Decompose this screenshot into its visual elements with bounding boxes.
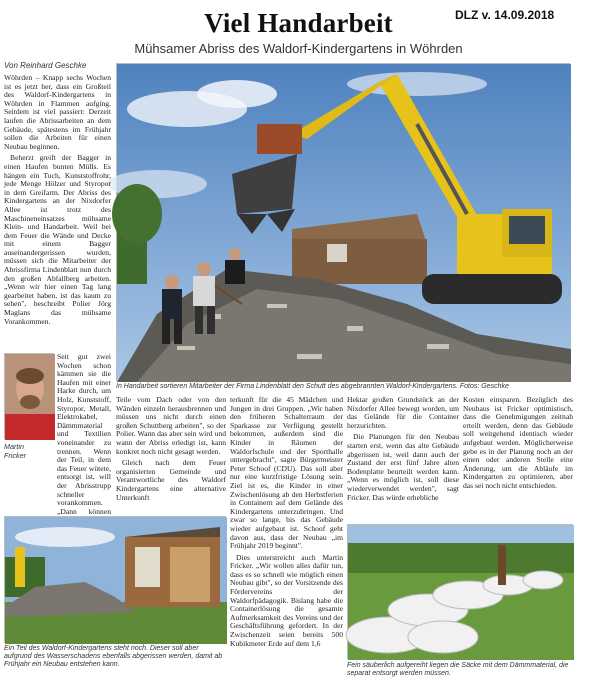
article-paragraph: Die Planungen für den Neubau starten erst, wenn das alte Gebäude abgerissen ist, weil dann auch der Zustand der erst fünf Jahre alten Bodenplatte beurteilt werden kann. „Wenn es möglich ist, soll diese wiederverwendet werden", sagt Fricker. Das würde erhebliche xyxy=(347,432,459,502)
article-paragraph: terkunft für die 45 Mädchen und Jungen in drei Gruppen. „Wir haben den früheren Schalterraum der Sparkasse zur Verfügung gestellt bekommen, außerdem sind die Kinder in Räumen der Waldorfschule und der Sporthalle untergebracht", sagte Bürgermeister Peter Schoof (CDU). Das soll aber nur eine kurzfristige Lösung sein. Ziel ist es, die Kinder in einer Zwischenlösung ab den Herbstferien in Containern auf dem Gelände des Kindergartens unterzubringen. Und zwar so lange, bis das Gebäude wieder aufgebaut ist. Schoof geht davon aus, dass der Neubau „im Frühjahr 2019 beginnt". xyxy=(230,395,343,551)
bags-illustration xyxy=(348,525,574,660)
right-photo-caption: Fein säuberlich aufgereiht liegen die Säcke mit dem Dämmmaterial, die separat entsorgt werden müssen. xyxy=(347,662,569,677)
article-paragraph: Hektar großen Grundstück an der Nixdorfer Allee bewegt worden, um das Gelände für die Container herzurichten. xyxy=(347,395,459,430)
article-column-2 xyxy=(116,396,226,516)
article-column-1 xyxy=(4,74,111,350)
article-paragraph: Teile vom Dach oder von den Wänden einzeln herausbrennen und müssen uns nicht durch einen großen Schuttberg arbeiten", so der Polier. Wann das aber sein wird und wann der Abriss erledigt ist, kann konkret noch nicht gesagt werden. xyxy=(116,395,226,456)
article-paragraph: Wöhrden – Knapp sechs Wochen ist es jetzt her, dass ein Großteil des Waldorf-Kindergartens in Wöhrden in Flammen aufging. Seitdem ist viel passiert: Derzeit laufen die Abrissarbeiten an dem Gebäude, spätestens im Frühjahr sollen die Arbeiten für einen Neubau beginnen. xyxy=(4,73,111,151)
excavator-scene-illustration xyxy=(117,64,571,382)
author-name-line: Martin xyxy=(4,442,24,451)
author-name xyxy=(4,443,26,460)
partial-building-illustration xyxy=(5,517,227,644)
article-paragraph: Dies unterstreicht auch Martin Fricker. „Wir wollen alles dafür tun, dass es so schnell wie möglich einen Neubau gibt", so der Vorsitzende des Fördervereins der Waldorfpädagogik. Bislang habe die Containerlösung die gesamte Aufmerksamkeit des Vereins und der Geschäftsführung gefordert. In der Zwischenzeit seien bereits 500 Kubikmeter Erde auf dem 1,6 xyxy=(230,552,343,648)
article-column-5 xyxy=(463,396,573,516)
byline: Von Reinhard Geschke xyxy=(4,61,87,70)
left-photo xyxy=(4,516,226,643)
subheadline: Mühsamer Abriss des Waldorf-Kindergartens in Wöhrden xyxy=(134,41,463,56)
article-paragraph: Kosten einsparen. Bezüglich des Neubaus ist Fricker optimistisch, dass die Genehmigungen zeitnah erteilt werden, denn das Gebäude soll weitgehend identisch wieder aufgebaut werden. Möglicherweise gebe es in der Planung noch an der einen oder anderen Stelle eine Änderung, um die Abläufe im Kindergarten zu optimieren, aber das sei noch nicht entschieden. xyxy=(463,395,573,490)
date-stamp: DLZ v. 14.09.2018 xyxy=(455,8,555,22)
article-paragraph: Gleich nach dem Feuer organisierten Gemeinde und Verantwortliche des Waldorf Kindergartens eine alternative Unterkunft xyxy=(116,458,226,502)
author-name-line: Fricker xyxy=(4,450,26,460)
author-portrait xyxy=(4,353,54,439)
main-photo-caption: In Handarbeit sortieren Mitarbeiter der Firma Lindenblatt den Schutt des abgebrannten Waldorf-Kindergartens. Fotos: Geschke xyxy=(116,383,509,390)
main-photo xyxy=(116,63,570,381)
article-column-4 xyxy=(347,396,459,516)
right-photo xyxy=(347,524,573,659)
article-column-1b xyxy=(57,352,111,516)
article-paragraph: Seit gut zwei Wochen schon kämmen sie die Haufen mit einer Harke durch, um Holz, Kunststoff, Styropor, Metall, Elektrokabel, Dämmmaterial und Textilien voneinander zu trennen. Wenn der Teil, in dem das Feuer wütete, entsorgt ist, will der Abrisstrupp schneller vorankommen. „Dann können xyxy=(57,352,111,516)
portrait-illustration xyxy=(5,354,55,440)
left-photo-caption: Ein Teil des Waldorf-Kindergartens steht noch. Dieser soll aber aufgrund des Wasserschadens ebenfalls abgerissen werden, damit ab Frühjahr ein Neubau entstehen kann. xyxy=(4,645,223,668)
article-paragraph: Beherzt greift der Bagger in einen Haufen bunten Mülls. Es hängen ein Tuch, Kunststoffrohr, jede Menge Hölzer und Styropor in dem Greifarm. Der Abriss des Kindergartens an der Nixdorfer Allee ist trotz des Maschineneinsatzes mühsame Klein- und Handarbeit. Weil bei dem Feuer die Wände und Decke mit einem Bagger auseinandergerissen wurden, müssen sich die Mitarbeiter der Abrissfirma Lindenblatt nun durch den großen Abfallberg arbeiten. „Wenn wir hier einen Tag lang gearbeitet haben, ist das kaum zu sehen", beschreibt Polier Jörg Maglans das mühsame Vorankommen. xyxy=(4,153,111,326)
article-column-3 xyxy=(230,396,343,688)
headline: Viel Handarbeit xyxy=(204,8,393,38)
